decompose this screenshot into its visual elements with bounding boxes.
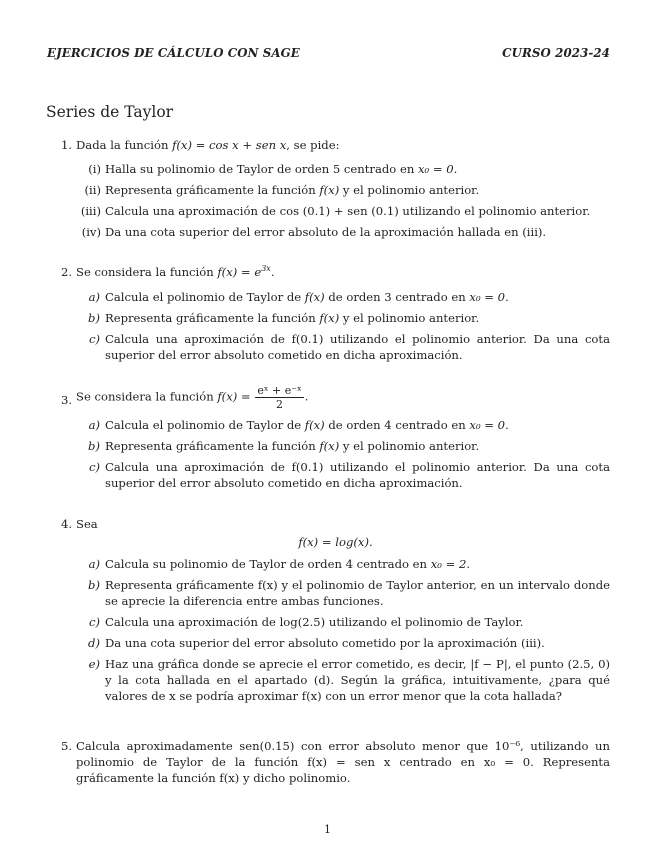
display-equation: f(x) = log(x). [298,535,373,549]
list-item: b) Representa gráficamente la función f(x) y el polinomio anterior. [88,439,480,453]
exercise-1 [61,137,610,240]
fraction: $\frac{\text{eˣ + e⁻ˣ}}{2}$ [257,384,302,411]
exercise-number: 4. [61,517,73,531]
page-number: 1 [324,823,331,836]
list-item: (i) Halla su polinomio de Taylor de orden 5 centrado en x₀ = 0. [88,162,458,176]
section-title: Series de Taylor [46,103,174,121]
subitem-list [61,556,610,704]
list-item: b) Representa gráficamente f(x) y el polinomio de Taylor anterior, en un intervalo donde se aprecie la diferencia entre ambas funciones. [88,578,610,608]
exercise-3 [61,384,610,491]
exercise-statement: Dada la función f(x) = cos x + sen x, se pide: [76,138,340,152]
subitem-list [61,289,610,363]
header-right: CURSO 2023-24 [502,46,610,60]
exercise-statement: Calcula aproximadamente sen(0.15) con error absoluto menor que 10⁻⁶, utilizando un polinomio de Taylor de la función f(x) = sen x centrado en x₀ = 0. Representa gráficamente la función f(x) y dicho polinomio. [76,739,610,785]
exercise-statement: Sea [76,517,98,531]
exercise-number: 1. [61,138,73,152]
list-item: (ii) Representa gráficamente la función f(x) y el polinomio anterior. [84,183,480,197]
exercise-number: 3. [61,393,73,407]
exercise-2 [61,264,610,363]
list-item: c) Calcula una aproximación de f(0.1) utilizando el polinomio anterior. Da una cota superior del error absoluto cometido en dicha aproximación. [88,332,610,362]
list-item: c) Calcula una aproximación de f(0.1) utilizando el polinomio anterior. Da una cota superior del error absoluto cometido en dicha aproximación. [88,460,610,490]
list-item: a) Calcula el polinomio de Taylor de f(x) de orden 4 centrado en x₀ = 0. [88,418,509,432]
list-item: c) Calcula una aproximación de log(2.5) utilizando el polinomio de Taylor. [88,615,524,629]
list-item: (iv) Da una cota superior del error absoluto de la aproximación hallada en (iii). [81,225,547,239]
exercise-number: 5. [61,739,73,753]
list-item: b) Representa gráficamente la función f(x) y el polinomio anterior. [88,311,480,325]
exercise-statement: Se considera la función $f(x) = e^{3x}$. [76,264,275,279]
list-item: e) Haz una gráfica donde se aprecie el error cometido, es decir, |f − P|, el punto (2.5, 0) y la cota hallada en el apartado (d). Según la gráfica, intuitivamente, ¿para qué valores de x se podría aproximar f(x) con un error menor que la cota hallada? [88,657,610,703]
list-item: a) Calcula el polinomio de Taylor de f(x) de orden 3 centrado en x₀ = 0. [88,290,509,304]
subitem-list [61,161,610,240]
exercise-4 [61,516,610,704]
list-item: (iii) Calcula una aproximación de cos (0.1) + sen (0.1) utilizando el polinomio anterior. [80,204,591,218]
subitem-list [61,417,610,491]
page-header [47,45,610,61]
exercise-statement: Se considera la función f(x) = $\frac{\text{eˣ + e⁻ˣ}}{2}$ . [76,384,309,411]
exercise-number: 2. [61,265,73,279]
list-item: d) Da una cota superior del error absoluto cometido por la aproximación (iii). [88,636,545,650]
list-item: a) Calcula su polinomio de Taylor de orden 4 centrado en x₀ = 2. [88,557,471,571]
exercise-5 [61,738,610,786]
header-left: EJERCICIOS DE CÁLCULO CON SAGE [47,46,300,60]
